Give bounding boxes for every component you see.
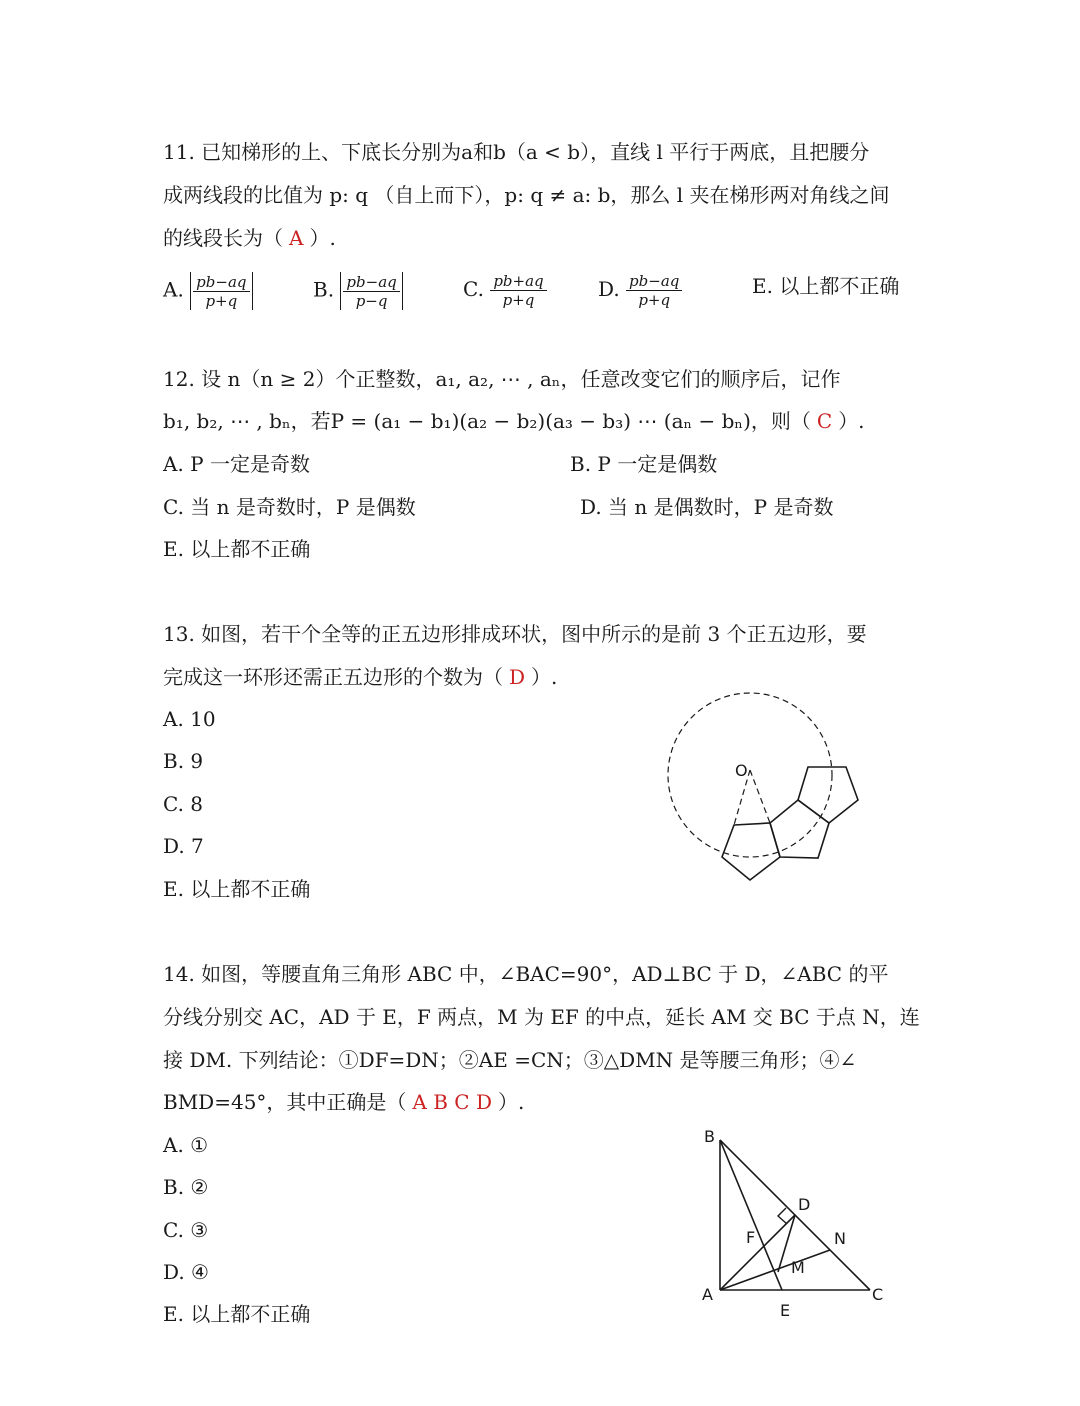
q14-line4-suffix: ）.	[497, 1090, 525, 1114]
q13-option-c: C. 8	[163, 792, 204, 816]
q14-option-b: B. ②	[163, 1175, 209, 1199]
q11-line3-prefix: 的线段长为（	[163, 226, 283, 250]
q12-line2	[163, 407, 865, 435]
segment-be	[720, 1140, 782, 1290]
q11-option-b-num: pb−aq	[343, 273, 399, 292]
q13-option-d: D. 7	[163, 834, 204, 858]
q11-option-b	[313, 272, 403, 310]
q14-line4	[163, 1088, 524, 1116]
q12-answer: C	[816, 409, 833, 433]
q12-option-d: D. 当 n 是偶数时，P 是奇数	[580, 495, 834, 519]
q12-line1: 12. 设 n（n ≥ 2）个正整数，a₁, a₂, ⋯ , aₙ，任意改变它们的顺序后，记作	[163, 367, 841, 391]
q11-option-a-num: pb−aq	[193, 273, 249, 292]
dashed-circle	[668, 693, 832, 857]
q13-line2-suffix: ）.	[531, 665, 558, 689]
q11-answer: A	[289, 226, 304, 250]
q11-option-d-frac	[626, 272, 682, 309]
q11-option-c-num: pb+aq	[490, 272, 546, 291]
pentagon-ring-figure	[640, 680, 890, 890]
q11-line1: 11. 已知梯形的上、下底长分别为a和b（a < b），直线 l 平行于两底，且把腰分	[163, 140, 870, 164]
q12-option-c: C. 当 n 是奇数时，P 是偶数	[163, 495, 416, 519]
q14-option-d: D. ④	[163, 1260, 209, 1284]
pentagon-3	[798, 767, 858, 823]
q13-option-e: E. 以上都不正确	[163, 877, 311, 901]
q11-option-a	[163, 272, 253, 310]
label-o: O	[735, 761, 748, 780]
q11-option-c-frac	[490, 272, 546, 309]
q11-option-d	[598, 272, 682, 309]
q12-line2-suffix: ）.	[838, 409, 865, 433]
label-m: M	[791, 1258, 805, 1277]
pentagon-1	[722, 823, 780, 880]
q11-option-b-abs	[340, 272, 402, 310]
q11-option-a-den: p+q	[205, 291, 238, 310]
q14-line1: 14. 如图，等腰直角三角形 ABC 中，∠BAC=90°，AD⊥BC 于 D，∠ABC 的平	[163, 962, 889, 986]
q11-option-c-den: p+q	[502, 291, 535, 309]
q13-line2	[163, 663, 557, 691]
q13-option-a: A. 10	[163, 707, 216, 731]
q11-option-e: E. 以上都不正确	[752, 274, 900, 298]
label-f: F	[746, 1228, 756, 1247]
q13-answer: D	[509, 665, 526, 689]
q13-line1: 13. 如图，若干个全等的正五边形排成环状，图中所示的是前 3 个正五边形，要	[163, 622, 867, 646]
q11-option-b-label: B.	[313, 277, 335, 302]
q11-line3	[163, 224, 336, 252]
q12-line2-prefix: b₁, b₂, ⋯ , bₙ，若P = (a₁ − b₁)(a₂ − b₂)(a₃ − b₃) ⋯ (aₙ − bₙ)，则（	[163, 409, 811, 433]
q13-option-b: B. 9	[163, 749, 204, 773]
right-angle-mark	[778, 1208, 787, 1224]
q11-option-a-abs	[190, 272, 252, 310]
q11-option-d-den: p+q	[638, 291, 671, 309]
q11-line3-suffix: ）.	[309, 226, 336, 250]
q13-line2-prefix: 完成这一环形还需正五边形的个数为（	[163, 665, 503, 689]
label-e: E	[780, 1301, 791, 1320]
pentagon-2	[770, 800, 829, 858]
q11-option-a-label: A.	[163, 277, 184, 302]
q14-option-c: C. ③	[163, 1218, 209, 1242]
segment-an	[720, 1250, 830, 1290]
q14-answer: A B C D	[412, 1090, 492, 1114]
q12-option-b: B. P 一定是偶数	[570, 452, 718, 476]
q14-option-a: A. ①	[163, 1133, 209, 1157]
label-a: A	[702, 1285, 713, 1304]
label-c: C	[872, 1285, 884, 1304]
q14-option-e: E. 以上都不正确	[163, 1302, 311, 1326]
q11-option-d-num: pb−aq	[626, 272, 682, 291]
q11-option-c-label: C.	[463, 277, 484, 301]
q11-option-d-label: D.	[598, 277, 620, 301]
q12-option-e: E. 以上都不正确	[163, 537, 311, 561]
q14-line4-prefix: BMD=45°，其中正确是（	[163, 1090, 407, 1114]
label-d: D	[798, 1195, 811, 1214]
q11-option-b-den: p−q	[355, 291, 388, 310]
label-b: B	[704, 1127, 715, 1146]
q12-option-a: A. P 一定是奇数	[163, 452, 310, 476]
q11-line2: 成两线段的比值为 p: q （自上而下），p: q ≠ a: b，那么 l 夹在梯形两对角线之间	[163, 183, 890, 207]
q14-line3: 接 DM. 下列结论：①DF=DN；②AE =CN；③△DMN 是等腰三角形；④∠	[163, 1048, 857, 1072]
triangle-figure	[690, 1120, 900, 1330]
label-n: N	[834, 1229, 846, 1248]
q11-option-c	[463, 272, 547, 309]
dashed-radius-2	[750, 770, 770, 823]
q14-line2: 分线分别交 AC，AD 于 E，F 两点，M 为 EF 的中点，延长 AM 交 BC 于点 N，连	[163, 1005, 920, 1029]
